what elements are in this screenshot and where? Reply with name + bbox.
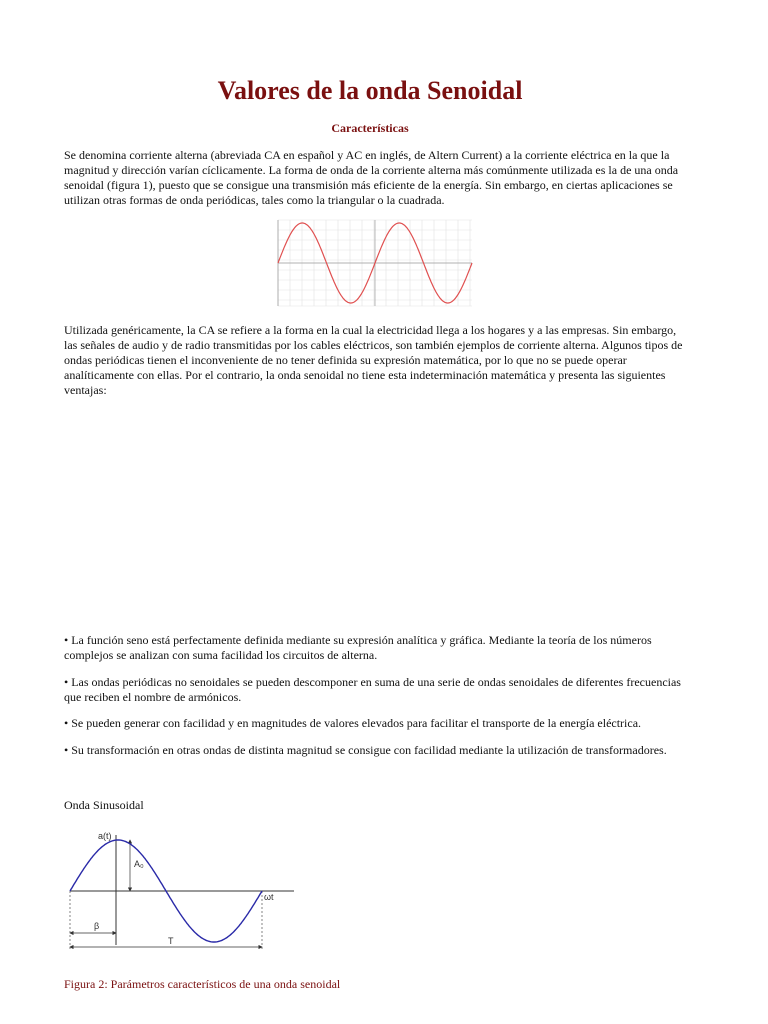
figure-2-caption: Figura 2: Parámetros característicos de una onda senoidal [64, 977, 341, 991]
advantage-bullet-2: • Las ondas periódicas no senoidales se pueden descomponer en suma de una serie de ondas senoidales de diferentes frecuencias que reciben el nombre de armónicos. [64, 675, 681, 704]
page-title: Valores de la onda Senoidal [217, 76, 523, 105]
advantage-bullet-1: • La función seno está perfectamente definida mediante su expresión analítica y gráfica. Mediante la teoría de los números complejos se analizan con suma facilidad los circuitos de alterna. [64, 633, 652, 662]
figure-2-phase-label: β [94, 921, 100, 931]
advantage-bullet-4: • Su transformación en otras ondas de distinta magnitud se consigue con facilidad mediante la utilización de transformadores. [64, 743, 667, 757]
figure-2-y-label: a(t) [98, 831, 112, 841]
section-subtitle: Características [331, 121, 409, 135]
body-paragraph: Utilizada genéricamente, la CA se refiere a la forma en la cual la electricidad llega a los hogares y a las empresas. Sin embargo, las señales de audio y de radio transmitidas por los cables eléctricos, son también ejemplos de corriente alterna. Algunos tipos de ondas periódicas tienen el inconveniente de no tener definida su expresión matemática, por lo que no se puede operar analíticamente con ellas. Por el contrario, la onda senoidal no tiene esta indeterminación matemática y presenta las siguientes ventajas: [64, 323, 683, 397]
figure-2-heading: Onda Sinusoidal [64, 798, 144, 812]
figure-2-x-label: ωt [264, 892, 274, 902]
sine-parameters-figure-2 [64, 827, 304, 957]
intro-paragraph: Se denomina corriente alterna (abreviada CA en español y AC en inglés, de Altern Current) a la corriente eléctrica en la que la magnitud y dirección varían cíclicamente. La forma de onda de la corriente alterna más comúnmente utilizada es la de una onda senoidal (figura 1), puesto que se consigue una transmisión más eficiente de la energía. Sin embargo, en ciertas aplicaciones se utilizan otras formas de onda periódicas, tales como la triangular o la cuadrada. [64, 148, 679, 207]
advantage-bullet-3: • Se pueden generar con facilidad y en magnitudes de valores elevados para facilitar el transporte de la energía eléctrica. [64, 716, 642, 730]
sine-wave-figure-1 [268, 214, 480, 314]
figure-2-period-label: T [168, 936, 174, 946]
figure-2-amplitude-label: A₀ [134, 859, 144, 869]
